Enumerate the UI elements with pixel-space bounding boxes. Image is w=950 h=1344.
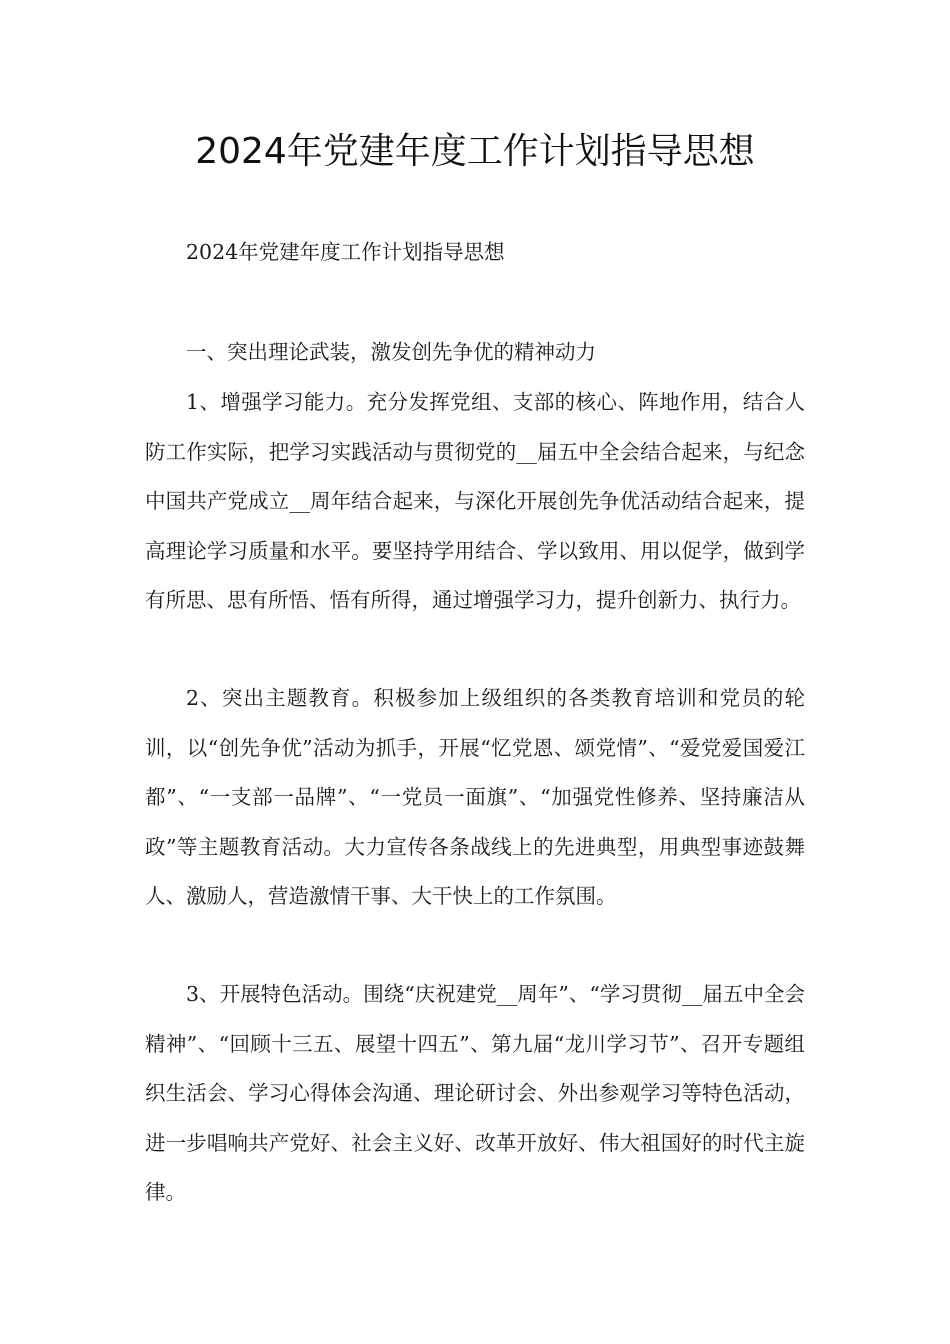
document-title: 2024年党建年度工作计划指导思想 — [195, 131, 755, 172]
paragraph-theme-education: 2、突出主题教育。积极参加上级组织的各类教育培训和党员的轮训，以“创先争优”活动为抓手，开展“忆党恩、颂党情”、“爱党爱国爱江都”、“一支部一品牌”、“一党员一面旗”、“加强党性修养、坚持廉洁从政”等主题教育活动。大力宣传各条战线上的先进典型，用典型事迹鼓舞人、激励人，营造激情干事、大干快上的工作氛围。 — [145, 686, 805, 908]
document-subtitle: 2024年党建年度工作计划指导思想 — [186, 240, 505, 264]
paragraph-special-activities: 3、开展特色活动。围绕“庆祝建党__周年”、“学习贯彻__届五中全会精神”、“回顾十三五、展望十四五”、第九届“龙川学习节”、召开专题组织生活会、学习心得体会沟通、理论研讨会、外出参观学习等特色活动，进一步唱响共产党好、社会主义好、改革开放好、伟大祖国好的时代主旋律。 — [145, 982, 805, 1204]
section-heading: 一、突出理论武装，激发创先争优的精神动力 — [186, 340, 596, 364]
paragraph-learning-ability: 1、增强学习能力。充分发挥党组、支部的核心、阵地作用，结合人防工作实际，把学习实践活动与贯彻党的__届五中全会结合起来，与纪念中国共产党成立__周年结合起来，与深化开展创先争优活动结合起来，提高理论学习质量和水平。要坚持学用结合、学以致用、用以促学，做到学有所思、思有所悟、悟有所得，通过增强学习力，提升创新力、执行力。 — [145, 390, 805, 612]
